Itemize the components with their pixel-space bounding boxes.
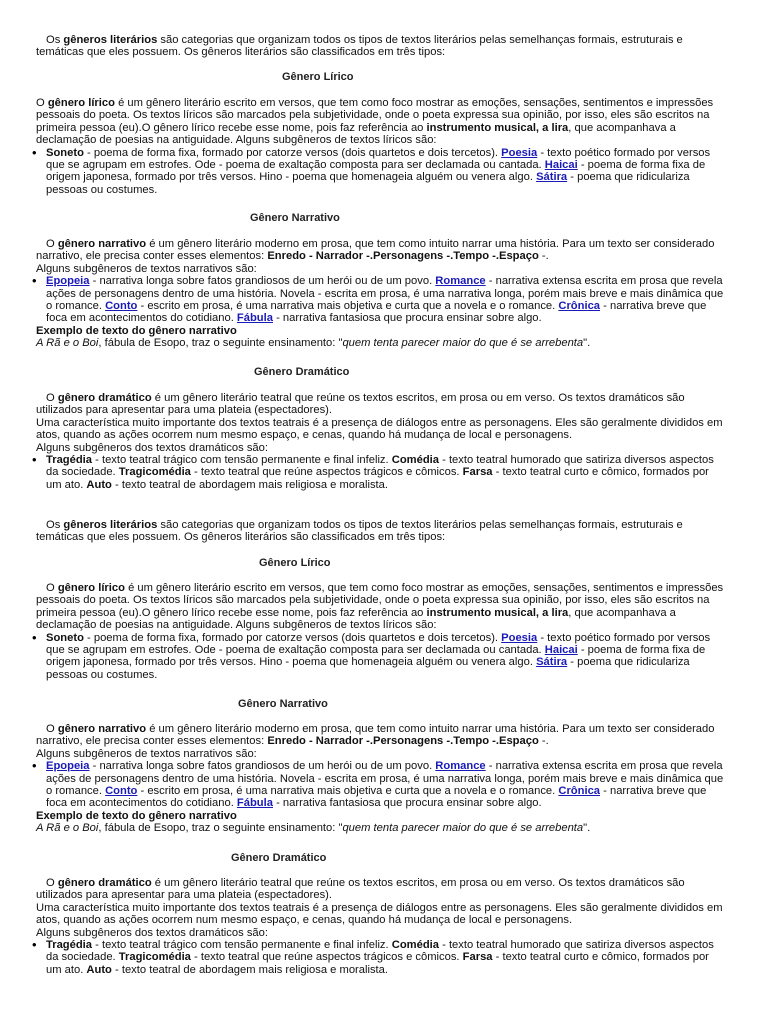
- narrativo-subgenres-intro: Alguns subgêneros de textos narrativos são:: [36, 747, 257, 760]
- narrativo-paragraph: O gênero narrativo é um gênero literário moderno em prosa, que tem como intuito narrar uma história. Para um texto ser considerado narrativo, ele precisa conter esses elementos: Enredo - Narrador -.Personagens -.Tempo -.Espaço -.: [36, 723, 715, 748]
- lirico-section: [36, 582, 726, 681]
- heading-genero-lirico: Gênero Lírico: [259, 557, 331, 569]
- intro-paragraph: Os gêneros literários são categorias que organizam todos os tipos de textos literários pelas semelhanças formais, estruturais e temáticas que eles possuem. Os gêneros literários são classificados em três tipos:: [36, 519, 683, 544]
- dramatico-paragraph: O gênero dramático é um gênero literário teatral que reúne os textos escritos, em prosa ou em verso. Os textos dramáticos são utilizados para apresentar para uma plateia (espectadores).: [36, 877, 685, 902]
- dramatico-paragraph: O gênero dramático é um gênero literário teatral que reúne os textos escritos, em prosa ou em verso. Os textos dramáticos são utilizados para apresentar para uma plateia (espectadores).: [36, 392, 685, 417]
- link-haicai[interactable]: Haicai: [544, 159, 578, 172]
- dramatico-paragraph-2: Uma característica muito importante dos textos teatrais é a presença de diálogos entre as personagens. Eles são geralmente divididos em atos, quando as ações ocorrem num mesmo espaço, e cenas, quando há mudança de local e personagens.: [36, 901, 723, 927]
- link-haicai[interactable]: Haicai: [544, 644, 578, 657]
- narrativo-paragraph: O gênero narrativo é um gênero literário moderno em prosa, que tem como intuito narrar uma história. Para um texto ser considerado narrativo, ele precisa conter esses elementos: Enredo - Narrador -.Personagens -.Tempo -.Espaço -.: [36, 238, 715, 263]
- list-item: • Tragédia - texto teatral trágico com tensão permanente e final infeliz. Comédia - texto teatral humorado que satiriza diversos aspectos da sociedade. Tragicomédia - texto teatral que reúne aspectos trágicos e cômicos. Farsa - texto teatral curto e cômico, formados por um ato. Auto - texto teatral de abordagem mais religiosa e moralista.: [46, 454, 726, 491]
- heading-genero-dramatico: Gênero Dramático: [254, 366, 350, 378]
- lirico-paragraph: O gênero lírico é um gênero literário escrito em versos, que tem como foco mostrar as emoções, sensações, sentimentos e impressões pessoais do poeta. Os textos líricos são marcados pela subjetividade, onde o poeta expressa sua opinião, por isso, eles são escritos na primeira pessoa (eu).O gênero lírico recebe esse nome, pois faz referência ao instrumento musical, a lira, que acompanhava a declamação de poesias na antiguidade. Alguns subgêneros de textos líricos são:: [36, 582, 724, 632]
- link-fabula[interactable]: Fábula: [236, 312, 273, 325]
- heading-genero-lirico: Gênero Lírico: [282, 71, 354, 83]
- example-title: Exemplo de texto do gênero narrativo: [36, 324, 237, 337]
- lirico-subgenres-list: [36, 632, 726, 682]
- dramatico-section: [36, 877, 726, 976]
- link-epopeia[interactable]: Epopeia: [46, 760, 90, 773]
- narrativo-subgenres-list: [36, 275, 726, 325]
- term-generos-literarios: gêneros literários: [63, 519, 158, 531]
- example-text: A Rã e o Boi, fábula de Esopo, traz o seguinte ensinamento: "quem tenta parecer maior do que é se arrebenta".: [36, 337, 591, 350]
- narrativo-section: [36, 723, 726, 835]
- link-satira[interactable]: Sátira: [536, 171, 568, 184]
- list-item: • Tragédia - texto teatral trágico com tensão permanente e final infeliz. Comédia - texto teatral humorado que satiriza diversos aspectos da sociedade. Tragicomédia - texto teatral que reúne aspectos trágicos e cômicos. Farsa - texto teatral curto e cômico, formados por um ato. Auto - texto teatral de abordagem mais religiosa e moralista.: [46, 939, 726, 976]
- link-epopeia[interactable]: Epopeia: [46, 275, 90, 288]
- link-romance[interactable]: Romance: [435, 275, 486, 288]
- link-poesia[interactable]: Poesia: [501, 146, 538, 159]
- dramatico-subgenres-list: [36, 939, 726, 976]
- lirico-section: [36, 97, 726, 196]
- narrativo-subgenres-list: [36, 760, 726, 810]
- list-item: • Soneto - poema de forma fixa, formado por catorze versos (dois quartetos e dois tercetos). Poesia - texto poético formado por versos que se agrupam em estrofes. Ode - poema de exaltação composta para ser declamada ou cantada. Haicai - poema de forma fixa de origem japonesa, formado por três versos. Hino - poema que homenageia alguém ou venera algo. Sátira - poema que ridiculariza pessoas ou costumes.: [46, 632, 726, 682]
- link-romance[interactable]: Romance: [435, 760, 486, 773]
- list-item: • Epopeia - narrativa longa sobre fatos grandiosos de um herói ou de um povo. Romance - narrativa extensa escrita em prosa que revela ações de personagens dentro de uma história. Novela - escrita em prosa, é uma narrativa longa, porém mais breve e mais dinâmica que o romance. Conto - escrito em prosa, é uma narrativa mais objetiva e curta que a novela e o romance. Crônica - narrativa breve que foca em acontecimentos do cotidiano. Fábula - narrativa fantasiosa que procura ensinar sobre algo.: [46, 760, 726, 810]
- heading-genero-dramatico: Gênero Dramático: [231, 852, 327, 864]
- lirico-subgenres-list: [36, 147, 726, 197]
- lirico-paragraph: O gênero lírico é um gênero literário escrito em versos, que tem como foco mostrar as emoções, sensações, sentimentos e impressões pessoais do poeta. Os textos líricos são marcados pela subjetividade, onde o poeta expressa sua opinião, por isso, eles são escritos na primeira pessoa (eu).O gênero lírico recebe esse nome, pois faz referência ao instrumento musical, a lira, que acompanhava a declamação de poesias na antiguidade. Alguns subgêneros de textos líricos são:: [36, 97, 714, 147]
- narrativo-subgenres-intro: Alguns subgêneros de textos narrativos são:: [36, 262, 257, 275]
- dramatico-subgenres-intro: Alguns subgêneros dos textos dramáticos são:: [36, 926, 268, 939]
- dramatico-section: [36, 392, 726, 491]
- heading-genero-narrativo: Gênero Narrativo: [250, 212, 340, 224]
- link-poesia[interactable]: Poesia: [501, 631, 538, 644]
- link-conto[interactable]: Conto: [105, 300, 138, 313]
- link-satira[interactable]: Sátira: [536, 656, 568, 669]
- narrativo-section: [36, 238, 726, 350]
- term-generos-literarios: gêneros literários: [63, 34, 158, 46]
- link-cronica[interactable]: Crônica: [558, 785, 601, 798]
- example-title: Exemplo de texto do gênero narrativo: [36, 809, 237, 822]
- intro-paragraph: Os gêneros literários são categorias que organizam todos os tipos de textos literários pelas semelhanças formais, estruturais e temáticas que eles possuem. Os gêneros literários são classificados em três tipos:: [36, 34, 683, 59]
- list-item: • Soneto - poema de forma fixa, formado por catorze versos (dois quartetos e dois tercetos). Poesia - texto poético formado por versos que se agrupam em estrofes. Ode - poema de exaltação composta para ser declamada ou cantada. Haicai - poema de forma fixa de origem japonesa, formado por três versos. Hino - poema que homenageia alguém ou venera algo. Sátira - poema que ridiculariza pessoas ou costumes.: [46, 147, 726, 197]
- link-conto[interactable]: Conto: [105, 785, 138, 798]
- link-fabula[interactable]: Fábula: [236, 797, 273, 810]
- heading-genero-narrativo: Gênero Narrativo: [238, 698, 328, 710]
- dramatico-paragraph-2: Uma característica muito importante dos textos teatrais é a presença de diálogos entre as personagens. Eles são geralmente divididos em atos, quando as ações ocorrem num mesmo espaço, e cenas, quando há mudança de local e personagens.: [36, 416, 723, 442]
- link-cronica[interactable]: Crônica: [558, 300, 601, 313]
- dramatico-subgenres-list: [36, 454, 726, 491]
- dramatico-subgenres-intro: Alguns subgêneros dos textos dramáticos são:: [36, 441, 268, 454]
- example-text: A Rã e o Boi, fábula de Esopo, traz o seguinte ensinamento: "quem tenta parecer maior do que é se arrebenta".: [36, 822, 591, 835]
- list-item: • Epopeia - narrativa longa sobre fatos grandiosos de um herói ou de um povo. Romance - narrativa extensa escrita em prosa que revela ações de personagens dentro de uma história. Novela - escrita em prosa, é uma narrativa longa, porém mais breve e mais dinâmica que o romance. Conto - escrito em prosa, é uma narrativa mais objetiva e curta que a novela e o romance. Crônica - narrativa breve que foca em acontecimentos do cotidiano. Fábula - narrativa fantasiosa que procura ensinar sobre algo.: [46, 275, 726, 325]
